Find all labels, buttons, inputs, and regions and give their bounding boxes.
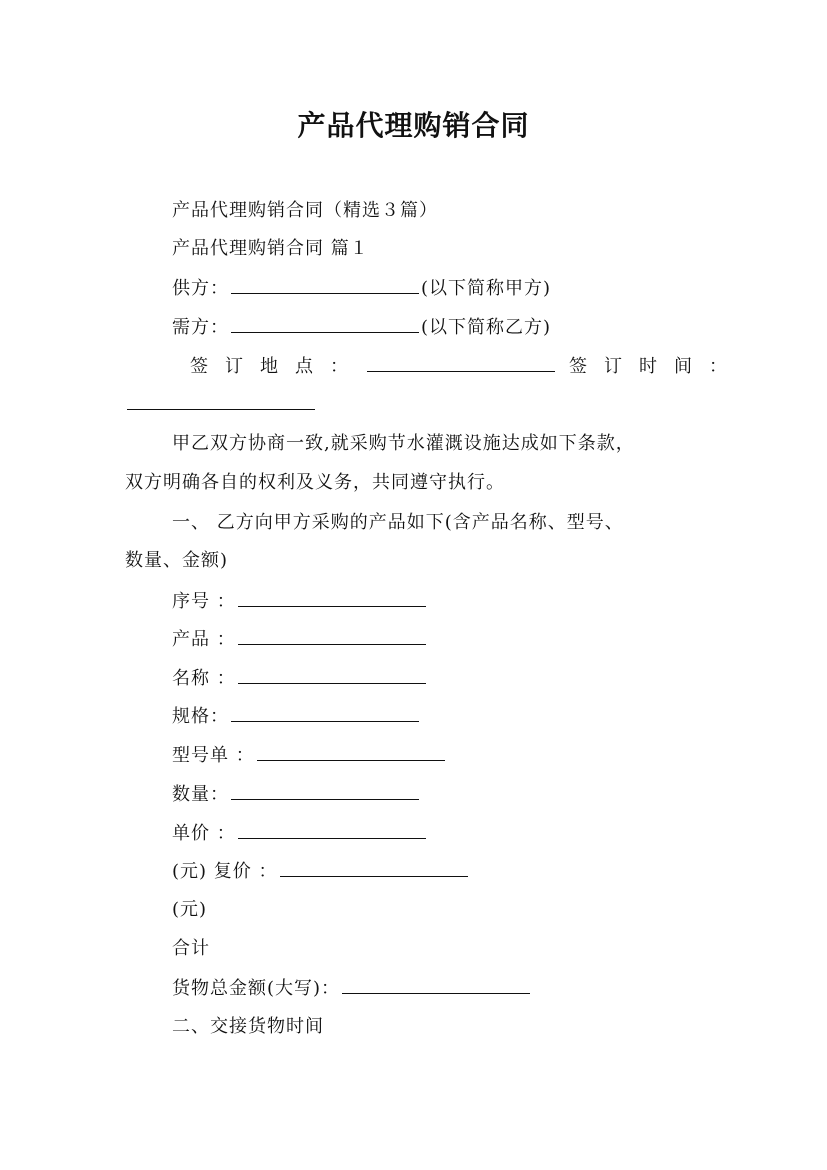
subtitle: 产品代理购销合同（精选３篇） — [172, 200, 438, 221]
supplier-label: 供方： — [172, 278, 229, 299]
buyer-blank — [231, 316, 419, 333]
sign-time-label: 签订时间： — [569, 356, 744, 377]
field-spec — [172, 705, 421, 728]
field-name-label: 名称 ： — [172, 668, 236, 689]
field-amount-blank — [342, 977, 530, 994]
section1-line-1: 一、 乙方向甲方采购的产品如下(含产品名称、型号、 — [172, 512, 624, 533]
field-product-blank — [238, 628, 426, 645]
field-model — [172, 744, 447, 767]
section1-line-2: 数量、金额) — [125, 550, 229, 571]
field-total-price — [172, 860, 470, 883]
supplier-suffix: (以下简称甲方) — [421, 278, 552, 299]
section2-heading: 二、交接货物时间 — [172, 1016, 324, 1037]
buyer-line — [172, 316, 551, 339]
field-spec-blank — [231, 705, 419, 722]
field-model-label: 型号单 ： — [172, 745, 255, 766]
field-unit-price-blank — [238, 822, 426, 839]
part-heading: 产品代理购销合同 篇１ — [172, 238, 369, 259]
buyer-suffix: (以下简称乙方) — [421, 317, 552, 338]
field-quantity — [172, 783, 421, 806]
supplier-line — [172, 277, 551, 300]
field-quantity-label: 数量： — [172, 784, 229, 805]
sign-place-label: 签订地点： — [190, 356, 365, 377]
field-unit-price-label: 单价 ： — [172, 823, 236, 844]
intro-line-2: 双方明确各自的权利及义务，共同遵守执行。 — [125, 472, 505, 493]
buyer-label: 需方： — [172, 317, 229, 338]
yuan-line: (元) — [172, 899, 208, 920]
intro-line-1: 甲乙双方协商一致,就采购节水灌溉设施达成如下条款， — [172, 433, 635, 454]
sign-time-line — [125, 393, 317, 416]
field-product — [172, 628, 428, 651]
field-name-blank — [238, 667, 426, 684]
sum-line: 合计 — [172, 938, 210, 959]
document-title: 产品代理购销合同 — [297, 109, 530, 142]
field-amount-label: 货物总金额(大写)： — [172, 978, 341, 999]
field-total-price-blank — [280, 860, 468, 877]
field-quantity-blank — [231, 783, 419, 800]
field-amount — [172, 977, 532, 1000]
field-product-label: 产品 ： — [172, 629, 236, 650]
sign-time-blank — [127, 393, 315, 410]
field-model-blank — [257, 744, 445, 761]
field-serial-label: 序号 ： — [172, 591, 236, 612]
field-unit-price — [172, 822, 428, 845]
field-serial — [172, 590, 428, 613]
sign-line — [190, 355, 744, 378]
yuan-label-1: (元) — [172, 861, 208, 882]
sign-place-blank — [367, 355, 555, 372]
field-serial-blank — [238, 590, 426, 607]
supplier-blank — [231, 277, 419, 294]
field-spec-label: 规格： — [172, 706, 229, 727]
field-total-price-label: 复价 ： — [213, 861, 278, 882]
field-name — [172, 667, 428, 690]
